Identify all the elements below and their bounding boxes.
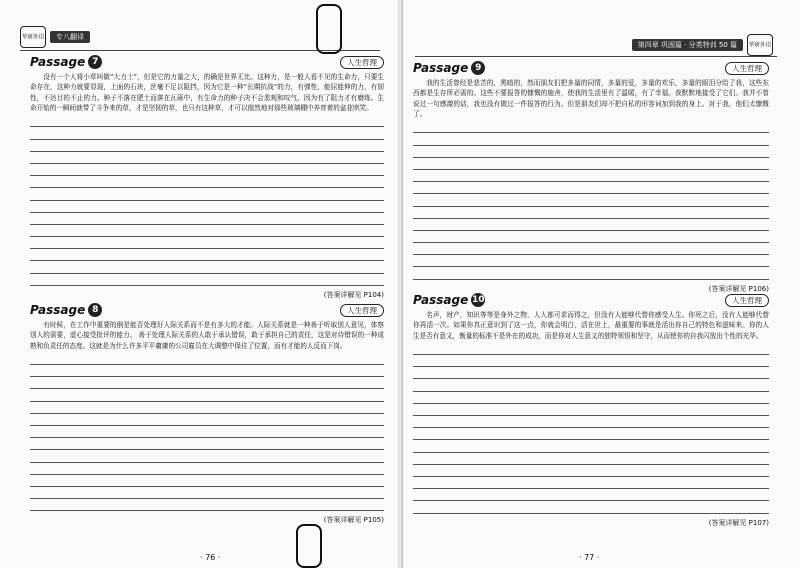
right-header <box>632 34 773 56</box>
passage-label: Passage <box>30 55 86 69</box>
passage-9 <box>413 60 769 294</box>
passage-label: Passage <box>413 293 469 307</box>
passage-number: 7 <box>88 55 102 69</box>
answer-reference: (答案详解见 P105) <box>323 516 384 525</box>
answer-reference: (答案详解见 P104) <box>323 290 384 299</box>
passage-number: 9 <box>471 61 485 75</box>
answer-reference: (答案详解见 P107) <box>708 518 769 527</box>
passage-title <box>413 61 485 75</box>
passage-tag: 人生哲理 <box>340 304 384 317</box>
answer-lines <box>413 343 769 514</box>
left-header <box>20 26 90 48</box>
passage-label: Passage <box>413 61 469 75</box>
answer-reference: (答案详解见 P106) <box>708 284 769 293</box>
header-rule <box>415 56 777 57</box>
passage-tag: 人生哲理 <box>725 294 769 307</box>
passage-tag: 人生哲理 <box>725 62 769 75</box>
answer-lines <box>413 121 769 279</box>
publisher-logo <box>20 26 46 48</box>
passage-title <box>30 303 102 317</box>
answer-lines <box>30 353 384 511</box>
passage-title <box>413 293 485 307</box>
passage-text: 名声，财产，知识等等是身外之物，人人都可求而得之，但没有人能够代替你感受人生。你死之后，没有人能够代替你再活一次。如果你真正意识到了这一点，你就会明白，活在世上，最重要的事就是活出你自己的特色和滋味来。你的人生是否有意义，衡量的标准不是外在的成功，而是你对人生意义的独特领悟和坚守，从而使你的自我闪放出个性的光华。 <box>413 311 769 340</box>
page-number: · 77 · <box>579 553 600 562</box>
logo-text: 华研外语 <box>748 41 772 49</box>
chapter-tag: 专八翻译 <box>50 31 90 43</box>
answer-lines <box>30 115 384 286</box>
binder-clip-icon <box>296 524 322 568</box>
page-number: · 76 · <box>200 553 221 562</box>
binder-clip-icon <box>316 4 342 54</box>
chapter-header-title: 第四章 巩固篇 · 分类特训 50 篇 <box>632 39 743 51</box>
passage-text: 我的生活曾经是悲苦的，黑暗的，然而朋友们把多量的同情，多量的爱，多量的欢乐，多量的眼泪分给了我，这些东西都是生存所必需的。这些不要报答的慷慨的施舍，使我的生活里有了温暖，有了幸福。我默默地接受了它们。我并不曾说过一句感激的话，我也没有做过一件报答的行为。但是朋友们却不把自私的形容词加到我的身上。对于我，他们太慷慨了。 <box>413 79 769 118</box>
passage-title <box>30 55 102 69</box>
passage-tag: 人生哲理 <box>340 56 384 69</box>
passage-text: 有时候，在工作中重要的倒是能否处理好人际关系而不是有多大的才能。人际关系就是一种善于听取别人意见，体察别人的需要，虚心接受批评的能力。 善于处理人际关系的人敢于承认错误，敢于承担自己的责任，这是对待错误的一种成熟和负责任的态度。这就是为什么许多平平庸庸的公司雇员在大调整中保住了位置，而有才能的人反而下岗。 <box>30 321 384 350</box>
passage-number: 10 <box>471 295 485 305</box>
logo-text: 华研外语 <box>21 33 45 41</box>
passage-number: 8 <box>88 303 102 317</box>
publisher-logo <box>747 34 773 56</box>
right-page <box>402 0 800 568</box>
left-page <box>0 0 399 568</box>
passage-10 <box>413 292 769 528</box>
passage-7 <box>30 54 384 300</box>
passage-text: 没有一个人将小草叫做“大力士”，但是它的力量之大，的确是世界无比。这种力，是一般人看不见的生命力，只要生命存在，这种力就要显现，上面的石块，丝毫不足以阻挡，因为它是一种“长期抗战”的力，有弹性，能屈能伸的力，有韧性，不达目的不止的力。种子不落在肥土而落在瓦砾中，有生命力的种子决不会悲观和叹气，因为有了阻力才有磨练。生命开始的一瞬间就带了斗争来的草，才是坚韧的草，也只有这种草，才可以傲然地对那些玻璃棚中养育着的盆花哄笑。 <box>30 73 384 112</box>
passage-label: Passage <box>30 303 86 317</box>
passage-8 <box>30 302 384 525</box>
